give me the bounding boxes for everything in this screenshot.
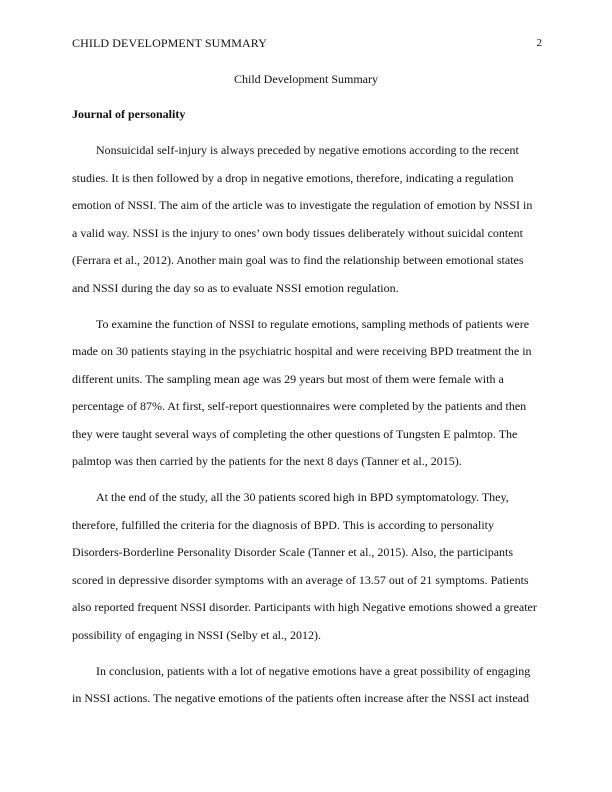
paragraph-line: At the end of the study, all the 30 patients scored high in BPD symptomatology. They, (96, 490, 509, 504)
paragraph (72, 314, 540, 479)
paragraph-line: Nonsuicidal self-injury is always preceded by negative emotions according to the recent (96, 143, 519, 157)
paragraph-line: different units. The sampling mean age was 29 years but most of them were female with a (72, 371, 504, 386)
paragraph-line: (Ferrara et al., 2012). Another main goal was to find the relationship between emotional states (72, 253, 524, 267)
document-title: Child Development Summary (234, 72, 378, 86)
paragraph-line: percentage of 87%. At first, self-report questionnaires were completed by the patients and then (72, 399, 527, 413)
paragraph-line: To examine the function of NSSI to regulate emotions, sampling methods of patients were (96, 316, 530, 331)
paragraph-line: made on 30 patients staying in the psychiatric hospital and were receiving BPD treatment the in (72, 344, 532, 358)
section-heading: Journal of personality (72, 107, 186, 121)
paragraph-spacing (72, 305, 540, 314)
paragraph-line: Disorders-Borderline Personality Disorder Scale (Tanner et al., 2015). Also, the participants (72, 545, 514, 559)
paragraph (72, 661, 540, 716)
paragraph-line: a valid way. NSSI is the injury to ones’ own body tissues deliberately without suicidal content (72, 225, 523, 240)
page-number: 2 (536, 37, 542, 49)
running-head: CHILD DEVELOPMENT SUMMARY (72, 36, 267, 50)
paragraph-spacing (72, 652, 540, 661)
paragraph-line: possibility of engaging in NSSI (Selby et al., 2012). (72, 627, 321, 642)
paragraph-line: also reported frequent NSSI disorder. Participants with high Negative emotions showed a greater (72, 600, 537, 614)
paragraph (72, 487, 540, 652)
paragraph-line: emotion of NSSI. The aim of the article was to investigate the regulation of emotion by NSSI in (72, 198, 533, 212)
paragraph-line: studies. It is then followed by a drop in negative emotions, therefore, indicating a regulation (72, 170, 514, 185)
paragraph-spacing (72, 479, 540, 488)
paragraph-line: they were taught several ways of completing the other questions of Tungsten E palmtop. The (72, 426, 518, 441)
paragraph (72, 140, 540, 305)
paragraph-line: and NSSI during the day so as to evaluate NSSI emotion regulation. (72, 280, 399, 295)
paragraph-line: palmtop was then carried by the patients for the next 8 days (Tanner et al., 2015). (72, 454, 462, 468)
body-text (72, 140, 540, 716)
paragraph-line: scored in depressive disorder symptoms with an average of 13.57 out of 21 symptoms. Patients (72, 572, 529, 587)
paragraph-line: in NSSI actions. The negative emotions of the patients often increase after the NSSI act instead (72, 691, 529, 705)
paragraph-line: therefore, fulfilled the criteria for the diagnosis of BPD. This is according to personality (72, 517, 494, 532)
paragraph-line: In conclusion, patients with a lot of negative emotions have a great possibility of engaging (96, 663, 531, 678)
